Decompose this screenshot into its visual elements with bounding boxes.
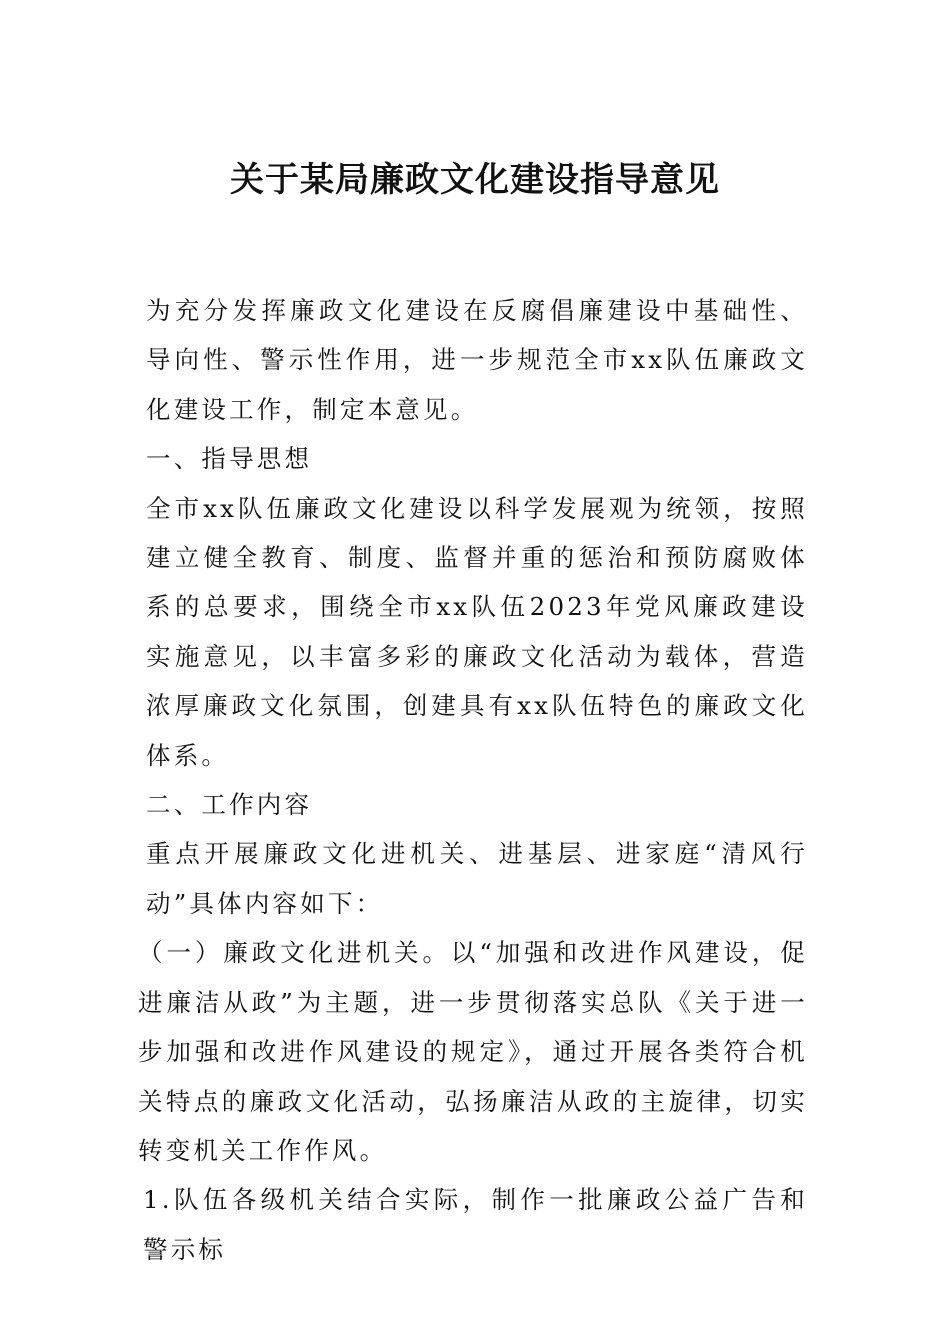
section-heading-guiding-ideology: 一、指导思想: [146, 444, 313, 474]
document-title: 关于某局廉政文化建设指导意见: [230, 160, 720, 200]
section-heading-work-content: 二、工作内容: [146, 790, 313, 820]
list-item-1: 1.队伍各级机关结合实际，制作一批廉政公益广告和警示标: [143, 1185, 808, 1264]
paragraph-into-agencies: （一）廉政文化进机关。以“加强和改进作风建设，促进廉洁从政”为主题，进一步贯彻落实总队《关于进一步加强和改进作风建设的规定》，通过开展各类符合机关特点的廉政文化活动，弘扬廉洁从政的主旋律，切实转变机关工作作风。: [138, 938, 808, 1165]
document-body: [138, 286, 808, 1274]
paragraph-guiding-ideology: 全市xx队伍廉政文化建设以科学发展观为统领，按照建立健全教育、制度、监督并重的惩治和预防腐败体系的总要求，围绕全市xx队伍2023年党风廉政建设实施意见，以丰富多彩的廉政文化活动为载体，营造浓厚廉政文化氛围，创建具有xx队伍特色的廉政文化体系。: [146, 493, 808, 770]
paragraph-work-content: 重点开展廉政文化进机关、进基层、进家庭“清风行动”具体内容如下：: [146, 839, 808, 918]
paragraph-intro: 为充分发挥廉政文化建设在反腐倡廉建设中基础性、导向性、警示性作用，进一步规范全市xx队伍廉政文化建设工作，制定本意见。: [146, 296, 808, 424]
